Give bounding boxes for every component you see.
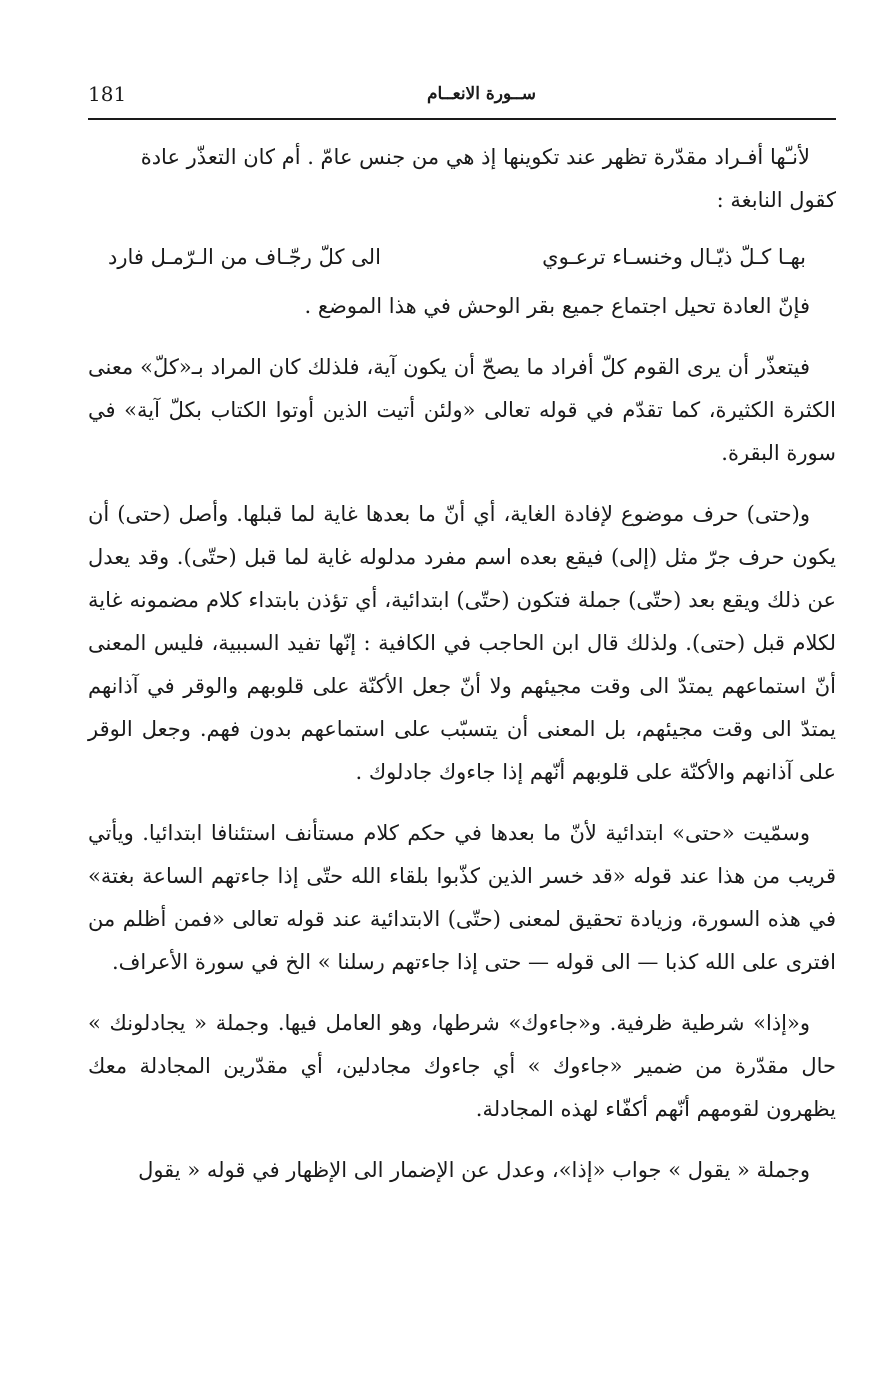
verse-hemistich-1: بهـا كـلّ ذيّـال وخنسـاء ترعـوي — [542, 245, 806, 269]
header-rule — [88, 118, 836, 120]
poetry-verse — [108, 236, 806, 279]
paragraph-7: وجملة « يقول » جواب «إذا»، وعدل عن الإضمار الى الإظهار في قوله « يقول — [138, 1158, 810, 1182]
paragraph-1 — [88, 136, 836, 222]
paragraph-1-line-1: لأنـّها أفـراد مقدّرة تظهر عند تكوينها إذ هي من جنس عامّ . أم كان التعذّر عادة — [140, 145, 810, 169]
paragraph-5: وسمّيت «حتى» ابتدائية لأنّ ما بعدها في حكم كلام مستأنف استئنافا ابتدائيا. ويأتي قريب من هذا عند قوله «قد خسر الذين كذّبوا بلقاء الله حتّى إذا جاءتهم الساعة بغتة» في هذه السورة، وزيادة تحقيق لمعنى (حتّى) الابتدائية عند قوله تعالى «فمن أظلم من افترى على الله كذبا — الى قوله — حتى إذا جاءتهم رسلنا » الخ في سورة الأعراف. — [88, 821, 836, 974]
paragraph-3: فيتعذّر أن يرى القوم كلّ أفراد ما يصحّ أن يكون آية، فلذلك كان المراد بـ«كلّ» معنى الكثرة الكثيرة، كما تقدّم في قوله تعالى «ولئن أتيت الذين أوتوا الكتاب بكلّ آية» في سورة البقرة. — [88, 355, 836, 465]
paragraph-2: فإنّ العادة تحيل اجتماع جميع بقر الوحش في هذا الموضع . — [304, 294, 810, 318]
paragraph-1-line-2: كقول النابغة : — [716, 188, 836, 212]
verse-hemistich-2: الى كلّ رجّـاف من الـرّمـل فارد — [108, 245, 381, 269]
paragraph-4: و(حتى) حرف موضوع لإفادة الغاية، أي أنّ ما بعدها غاية لما قبلها. وأصل (حتى) أن يكون حرف جرّ مثل (إلى) فيقع بعده اسم مفرد مدلوله غاية لما قبل (حتّى). وقد يعدل عن ذلك ويقع بعد (حتّى) جملة فتكون (حتّى) ابتدائية، أي تؤذن بابتداء كلام مضمونه غاية لكلام قبل (حتى). ولذلك قال ابن الحاجب في الكافية : إنّها تفيد السببية، فليس المعنى أنّ استماعهم يمتدّ الى وقت مجيئهم ولا أنّ جعل الأكنّة على قلوبهم والوقر في آذانهم يمتدّ الى وقت مجيئهم، بل المعنى أن يتسبّب على استماعهم بدون فهم. وجعل الوقر على آذانهم والأكنّة على قلوبهم أنّهم إذا جاءوك جادلوك . — [88, 502, 836, 784]
page-header — [88, 80, 836, 114]
paragraph-6: و«إذا» شرطية ظرفية. و«جاءوك» شرطها، وهو العامل فيها. وجملة « يجادلونك » حال مقدّرة من ضمير «جاءوك » أي جاءوك مجادلين، أي مقدّرين المجادلة معك يظهرون لقومهم أنّهم أكفّاء لهذه المجادلة. — [88, 1011, 836, 1121]
surah-title: ســورة الانعــام — [426, 84, 536, 104]
page-number: 181 — [88, 82, 127, 106]
page-body — [88, 136, 836, 1192]
